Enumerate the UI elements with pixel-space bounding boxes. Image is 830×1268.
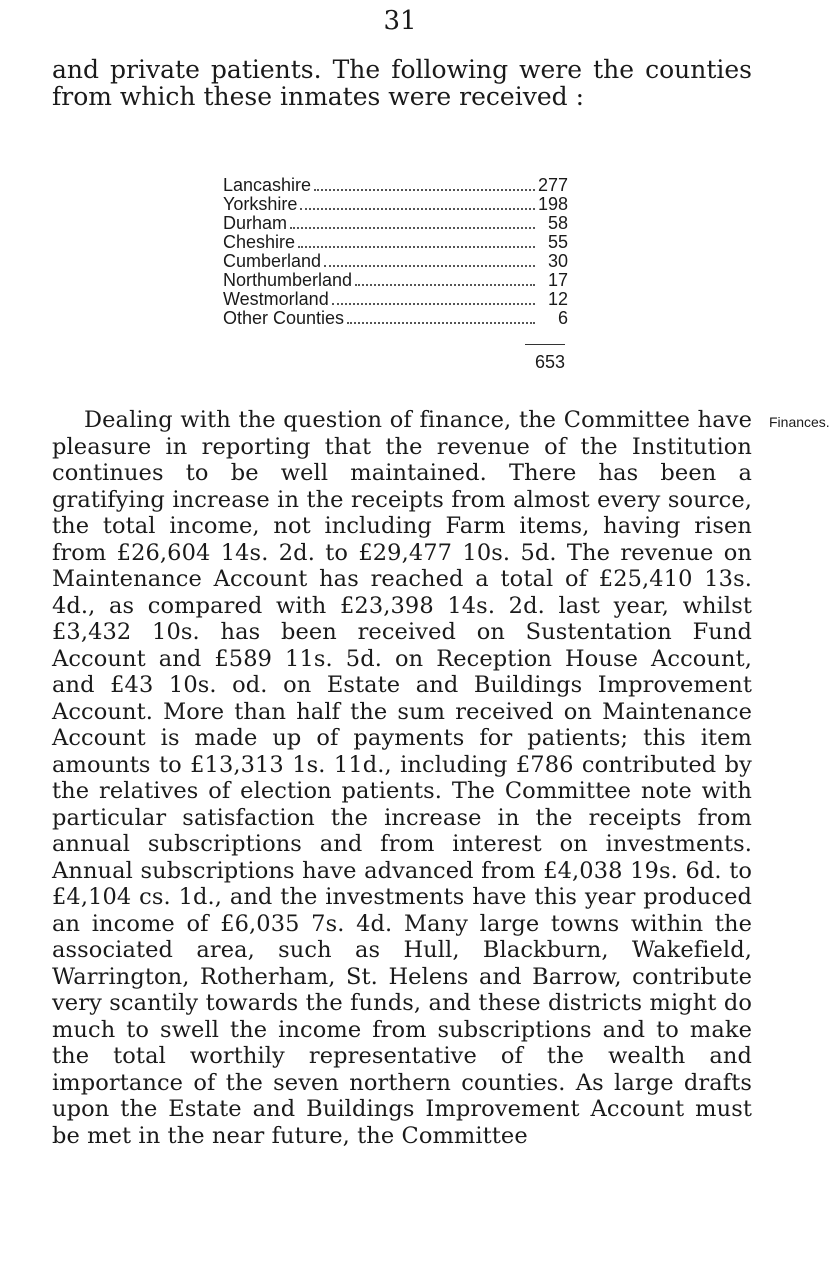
county-name: Other Counties bbox=[223, 308, 345, 328]
county-name: Cumberland bbox=[223, 251, 322, 271]
dot-leader bbox=[298, 246, 535, 248]
county-row bbox=[223, 233, 568, 252]
county-count: 6 bbox=[557, 308, 568, 328]
county-count: 198 bbox=[538, 194, 569, 214]
page-number: 31 bbox=[383, 6, 417, 36]
county-name: Northumberland bbox=[223, 270, 353, 290]
county-count: 58 bbox=[547, 213, 568, 233]
county-total: 653 bbox=[534, 352, 565, 372]
dot-leader bbox=[347, 322, 535, 324]
county-row bbox=[223, 271, 568, 290]
county-name: Cheshire bbox=[223, 232, 296, 252]
county-name: Westmorland bbox=[223, 289, 329, 309]
county-row bbox=[223, 252, 568, 271]
total-rule bbox=[525, 344, 565, 345]
county-name: Lancashire bbox=[223, 175, 312, 195]
county-count: 17 bbox=[547, 270, 568, 290]
county-count: 55 bbox=[547, 232, 568, 252]
dot-leader bbox=[300, 208, 535, 210]
dot-leader bbox=[314, 189, 535, 191]
dot-leader bbox=[324, 265, 535, 267]
county-table bbox=[223, 176, 568, 328]
dot-leader bbox=[355, 284, 535, 286]
county-row bbox=[223, 176, 568, 195]
county-row bbox=[223, 214, 568, 233]
county-row bbox=[223, 290, 568, 309]
county-row bbox=[223, 195, 568, 214]
county-count: 277 bbox=[538, 175, 569, 195]
margin-note: Finances. bbox=[769, 414, 830, 430]
county-name: Yorkshire bbox=[223, 194, 298, 214]
finance-paragraph: Dealing with the question of finance, the Committee have pleasure in reporting that the revenue of the Institution continues to be well maintained. There has been a gratifying increase in the receipts from almost every source, the total income, not including Farm items, having risen from £26,604 14s. 2d. to £29,477 10s. 5d. The revenue on Maintenance Account has reached a total of £25,410 13s. 4d., as compared with £23,398 14s. 2d. last year, whilst £3,432 10s. has been received on Sustentation Fund Account and £589 11s. 5d. on Reception House Account, and £43 10s. od. on Estate and Buildings Improvement Account. More than half the sum received on Maintenance Account is made up of payments for patients; this item amounts to £13,313 1s. 11d., including £786 contributed by the relatives of election patients. The Committee note with particular satisfaction the increase in the receipts from annual subscriptions and from interest on investments. Annual subscriptions have advanced from £4,038 19s. 6d. to £4,104 cs. 1d., and the investments have this year produced an income of £6,035 7s. 4d. Many large towns within the associated area, such as Hull, Blackburn, Wakefield, Warrington, Rotherham, St. Helens and Barrow, contribute very scantily towards the funds, and these districts might do much to swell the income from subscriptions and to make the total worthily representative of the wealth and importance of the seven northern counties. As large drafts upon the Estate and Buildings Improvement Account must be met in the near future, the Committee bbox=[52, 407, 752, 1149]
county-name: Durham bbox=[223, 213, 288, 233]
county-count: 12 bbox=[547, 289, 568, 309]
county-row bbox=[223, 309, 568, 328]
dot-leader bbox=[290, 227, 535, 229]
county-count: 30 bbox=[547, 251, 568, 271]
dot-leader bbox=[332, 303, 535, 305]
intro-paragraph: and private patients. The following were the counties from which these inmates were received : bbox=[52, 55, 752, 111]
